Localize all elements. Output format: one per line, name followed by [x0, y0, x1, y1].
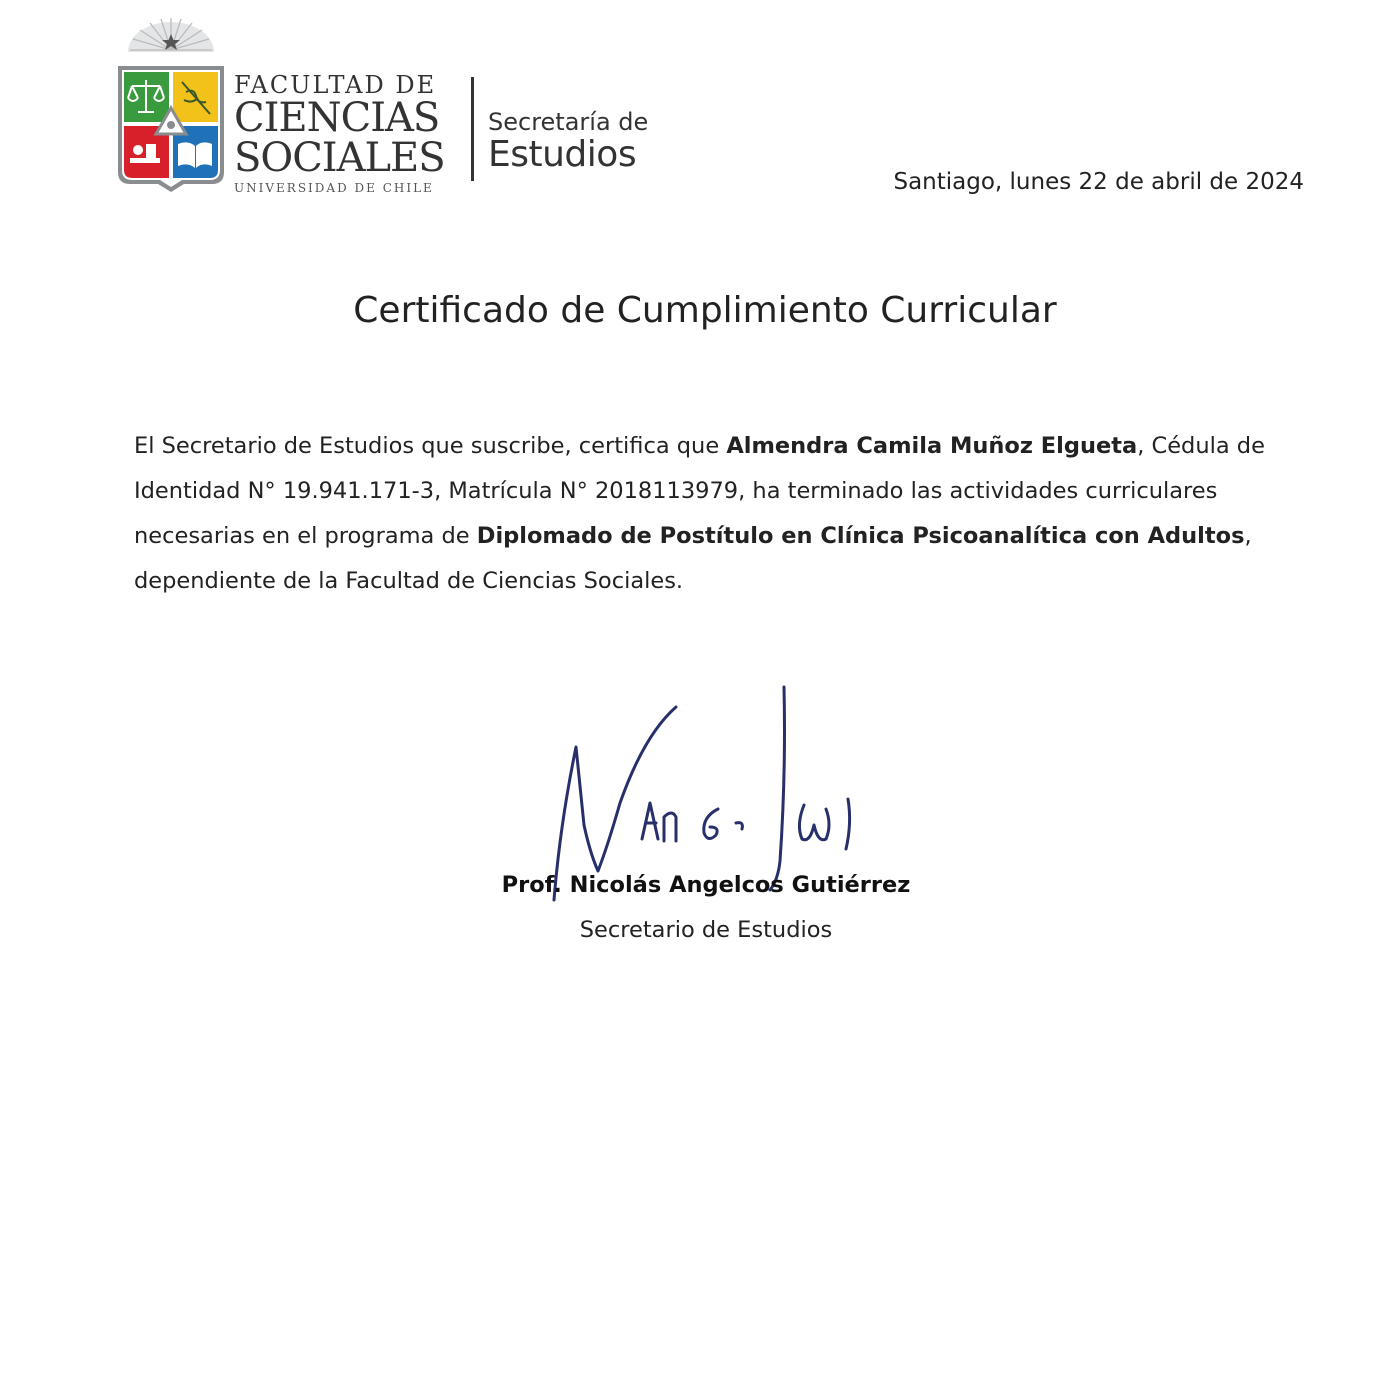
- body-ids: , Cédula de Identidad N° 19.941.171-3, Matrícula N° 2018113979, ha terminado las actividades curriculares necesarias en el programa de: [134, 433, 1265, 549]
- faculty-name-line1: FACULTAD DE: [234, 71, 437, 99]
- office-name: [488, 108, 648, 174]
- handwritten-signature: [540, 675, 880, 905]
- document-date: Santiago, lunes 22 de abril de 2024: [893, 169, 1304, 195]
- certificate-body: [134, 424, 1274, 604]
- faculty-name-line2: CIENCIAS: [234, 95, 440, 141]
- university-crest-icon: [116, 12, 226, 192]
- body-closing: , dependiente de la Facultad de Ciencias Sociales.: [134, 523, 1252, 594]
- document-title: Certificado de Cumplimiento Curricular: [353, 290, 1057, 331]
- signer-name: Prof. Nicolás Angelcos Gutiérrez: [501, 872, 911, 898]
- faculty-name: [234, 72, 466, 195]
- program-name: Diplomado de Postítulo en Clínica Psicoanalítica con Adultos: [476, 523, 1245, 549]
- faculty-name-line3: SOCIALES: [234, 135, 445, 181]
- signer-role: Secretario de Estudios: [579, 917, 833, 943]
- office-name-line1: Secretaría de: [488, 108, 649, 136]
- student-name: Almendra Camila Muñoz Elgueta: [726, 433, 1138, 459]
- body-intro: El Secretario de Estudios que suscribe, certifica que: [134, 433, 727, 459]
- office-name-line2: Estudios: [488, 134, 637, 175]
- faculty-logo: [116, 12, 676, 202]
- logo-divider: [471, 77, 474, 181]
- university-name: UNIVERSIDAD DE CHILE: [234, 181, 434, 195]
- star-burst-icon: [128, 18, 214, 52]
